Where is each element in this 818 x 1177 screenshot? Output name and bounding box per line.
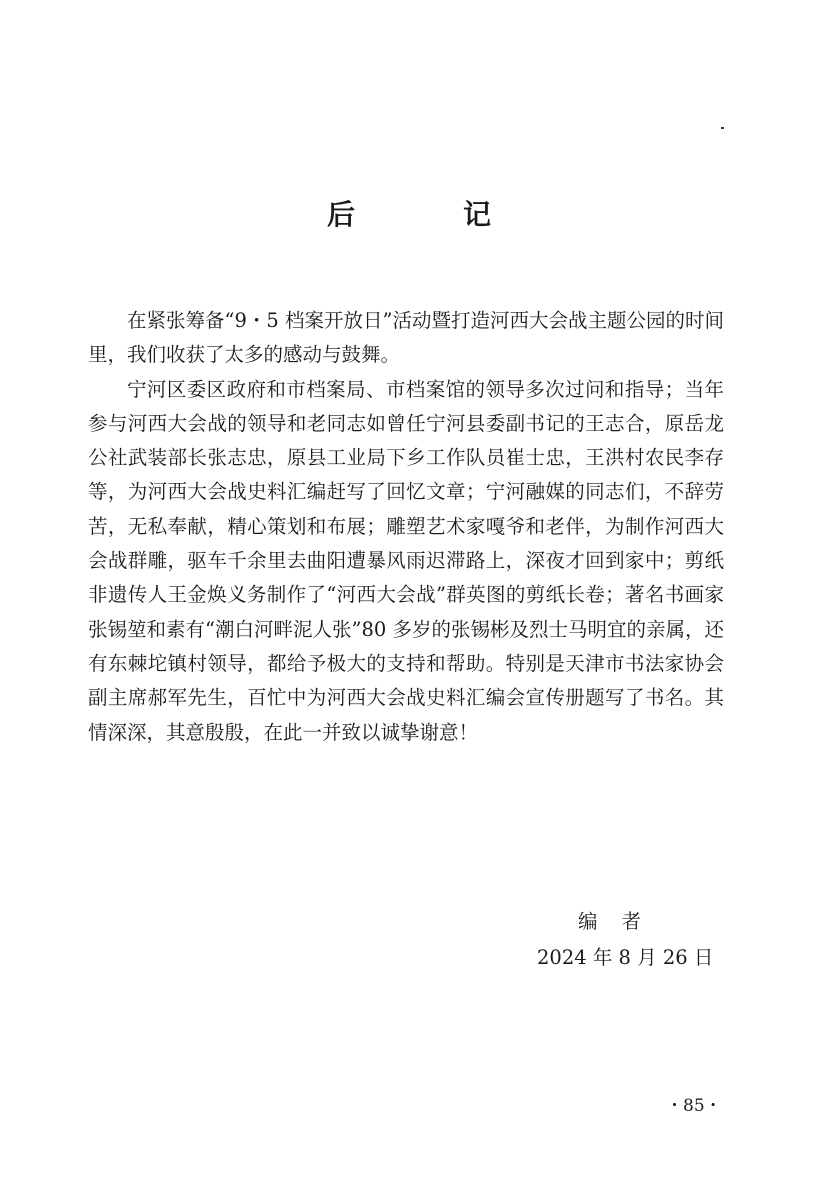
paragraph-1: 在紧张筹备“9・5 档案开放日”活动暨打造河西大会战主题公园的时间里，我们收获了太多的感动与鼓舞。 — [88, 309, 724, 367]
signature-author: 编者 — [578, 910, 666, 933]
body-text — [88, 304, 724, 750]
paragraph-2: 宁河区委区政府和市档案局、市档案馆的领导多次过问和指导；当年参与河西大会战的领导和老同志如曾任宁河县委副书记的王志合，原岳龙公社武装部长张志忠，原县工业局下乡工作队员崔士忠，王洪村农民李存等，为河西大会战史料汇编赶写了回忆文章；宁河融媒的同志们，不辞劳苦，无私奉献，精心策划和布展；雕塑艺术家嘎爷和老伴，为制作河西大会战群雕，驱车千余里去曲阳遭暴风雨迟滞路上，深夜才回到家中；剪纸非遗传人王金焕义务制作了“河西大会战”群英图的剪纸长卷；著名书画家张锡堃和素有“潮白河畔泥人张”80 多岁的张锡彬及烈士马明宜的亲属，还有东棘坨镇村领导，都给予极大的支持和帮助。特别是天津市书法家协会副主席郝军先生，百忙中为河西大会战史料汇编会宣传册题写了书名。其情深深，其意殷殷，在此一并致以诚挚谢意！ — [88, 377, 724, 744]
page-number: ・85・ — [666, 1096, 722, 1116]
corner-mark — [721, 127, 724, 129]
page-title: 后 记 — [326, 198, 531, 231]
signature-date: 2024 年 8 月 26 日 — [537, 946, 714, 969]
